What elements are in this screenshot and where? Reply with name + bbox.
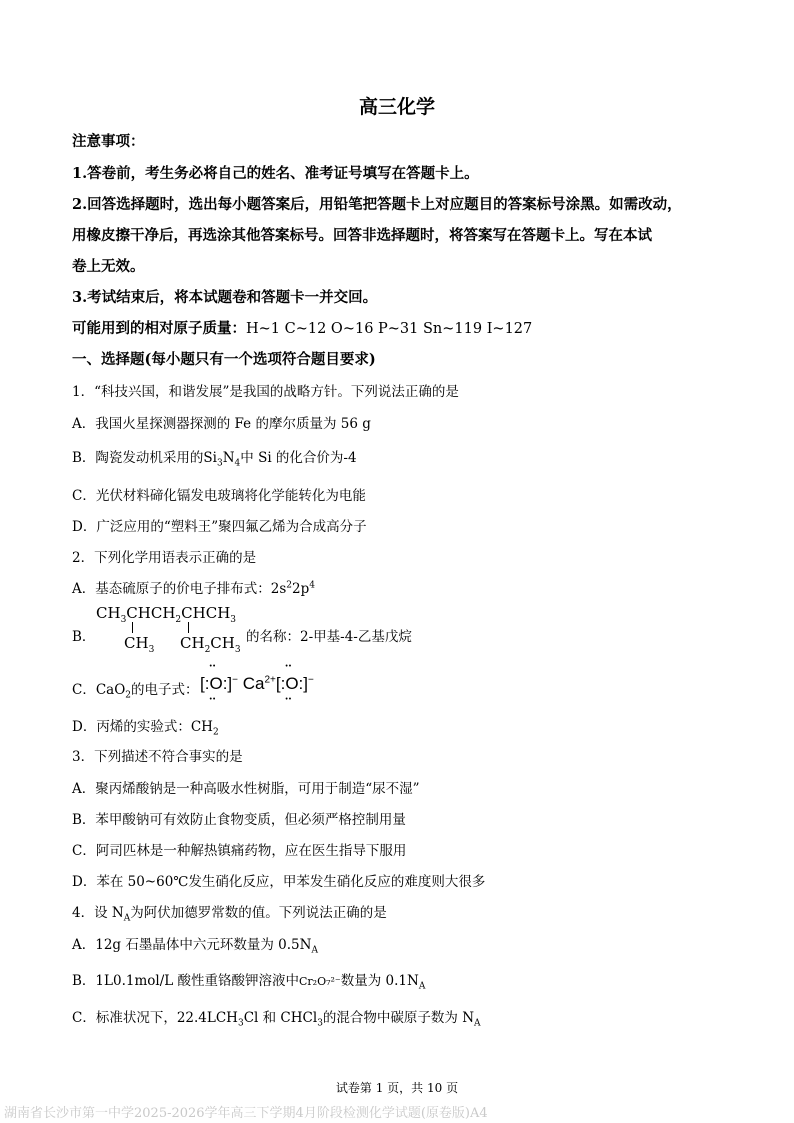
q2-a-sup1: 2: [286, 580, 293, 591]
q4-a-pre: A．12g 石墨晶体中六元环数量为 0.5N: [72, 937, 312, 953]
q4-stem-pre: 4．设 N: [72, 905, 124, 921]
q4-stem-sub: A: [123, 913, 131, 924]
q2-c-mid: 的电子式：: [131, 682, 199, 698]
notes-item-3: 3.考试结束后，将本试题卷和答题卡一并交回。: [72, 289, 378, 306]
q2-c-pre: C．CaO: [72, 682, 126, 698]
struct-main-chain: $CH_3CHCH_2CHCH_3$: [96, 604, 237, 625]
notes-item-2-line-2: 用橡皮擦干净后，再选涂其他答案标号。回答非选择题时，将答案写在答题卡上。写在本试: [72, 227, 652, 244]
q3-option-b: B．苯甲酸钠可有效防止食物变质，但必须严格控制用量: [72, 812, 406, 828]
q2-b-structural-formula: [96, 604, 246, 662]
q1-option-b: [72, 446, 357, 469]
q4-option-c: [72, 1006, 481, 1029]
q3-stem: 3．下列描述不符合事实的是: [72, 749, 243, 765]
notes-item-1: 1.答卷前，考生务必将自己的姓名、准考证号填写在答题卡上。: [72, 165, 479, 182]
q2-option-b-name: 的名称：2-甲基-4-乙基戊烷: [246, 629, 412, 645]
notes-item-2-line-3: 卷上无效。: [72, 258, 145, 275]
page-title: 高三化学: [358, 96, 435, 118]
q1-b-si: Si: [203, 450, 217, 466]
q1-option-a: A．我国火星探测器探测的 Fe 的摩尔质量为 56 g: [72, 416, 371, 432]
section-heading: 一、选择题(每小题只有一个选项符合题目要求): [72, 351, 376, 368]
q1-option-c: C．光伏材料碲化镉发电玻璃将化学能转化为电能: [72, 488, 366, 504]
q4-c-sub3: A: [474, 1018, 481, 1029]
q4-option-b: [72, 969, 426, 992]
q1-b-post: 中 Si 的化合价为-4: [240, 450, 357, 466]
q2-d-pre: D．丙烯的实验式：CH: [72, 719, 213, 735]
q2-option-c: [72, 678, 199, 701]
watermark: 湖南省长沙市第一中学2025-2026学年高三下学期4月阶段检测化学试题(原卷版)A4: [4, 1106, 488, 1121]
q2-a-sup2: 4: [309, 580, 315, 591]
q2-d-sub: 2: [212, 727, 219, 738]
atomic-masses-label: 可能用到的相对原子质量：: [72, 320, 246, 337]
q3-option-d: D．苯在 50~60℃发生硝化反应，甲苯发生硝化反应的难度则大很多: [72, 874, 486, 890]
q1-b-sub2: 4: [234, 458, 241, 469]
q2-option-d: [72, 715, 219, 738]
q1-b-pre: B．陶瓷发动机采用的: [72, 450, 204, 466]
struct-ethyl: $CH_2CH_3$: [180, 634, 241, 655]
q4-b-sub: A: [418, 981, 426, 992]
q1-option-d: D．广泛应用的“塑料王”聚四氟乙烯为合成高分子: [72, 519, 367, 535]
q4-c-post: 的混合物中碳原子数为 N: [322, 1010, 475, 1026]
q4-c-mid: Cl 和 CHCl: [243, 1010, 318, 1026]
q1-b-sub1: 3: [217, 458, 223, 469]
struct-methyl: $CH_3$: [124, 634, 155, 655]
q2-electron-formula: [:•• O ••:]− $Ca^{2+}[:••$ O ••:]−: [200, 674, 314, 694]
q4-option-a: [72, 933, 318, 956]
q1-stem: 1．“科技兴国，和谐发展”是我国的战略方针。下列说法正确的是: [72, 384, 459, 400]
q4-c-pre: C．标准状况下，22.4LCH: [72, 1010, 238, 1026]
notes-item-2-line-1: 2.回答选择题时，选出每小题答案后，用铅笔把答题卡上对应题目的答案标号涂黑。如需改动，: [72, 196, 682, 213]
q4-b-mid: 数量为 0.1N: [340, 973, 419, 989]
q4-c-sub2: 3: [317, 1018, 323, 1029]
q2-c-sub: 2: [125, 690, 132, 701]
notes-heading: 注意事项：: [72, 133, 145, 150]
q4-stem-post: 为阿伏加德罗常数的值。下列说法正确的是: [130, 905, 387, 921]
q4-a-sub: A: [311, 945, 318, 956]
struct-bond-1: [132, 622, 133, 633]
struct-bond-2: [188, 622, 189, 633]
q2-option-b-label: B．: [72, 629, 96, 645]
q4-b-ion: Cr₂O₇²⁻: [299, 975, 341, 988]
q3-option-c: C．阿司匹林是一种解热镇痛药物，应在医生指导下服用: [72, 843, 407, 859]
atomic-masses: [72, 317, 532, 338]
q2-stem: 2．下列化学用语表示正确的是: [72, 550, 257, 566]
atomic-masses-values: H~1 C~12 O~16 P~31 Sn~119 I~127: [246, 321, 533, 337]
q2-a-pre: A．基态硫原子的价电子排布式：2s: [72, 581, 287, 597]
page-footer: 试卷第 1 页，共 10 页: [335, 1081, 459, 1095]
q3-option-a: A．聚丙烯酸钠是一种高吸水性树脂，可用于制造“尿不湿”: [72, 781, 420, 797]
q4-stem: [72, 901, 387, 924]
q4-c-sub1: 3: [237, 1018, 244, 1029]
q1-b-n: N: [222, 450, 235, 466]
q2-a-mid: 2p: [292, 581, 310, 597]
q2-option-a: [72, 577, 315, 597]
q4-b-pre: B．1L0.1mol/L 酸性重铬酸钾溶液中: [72, 973, 299, 989]
